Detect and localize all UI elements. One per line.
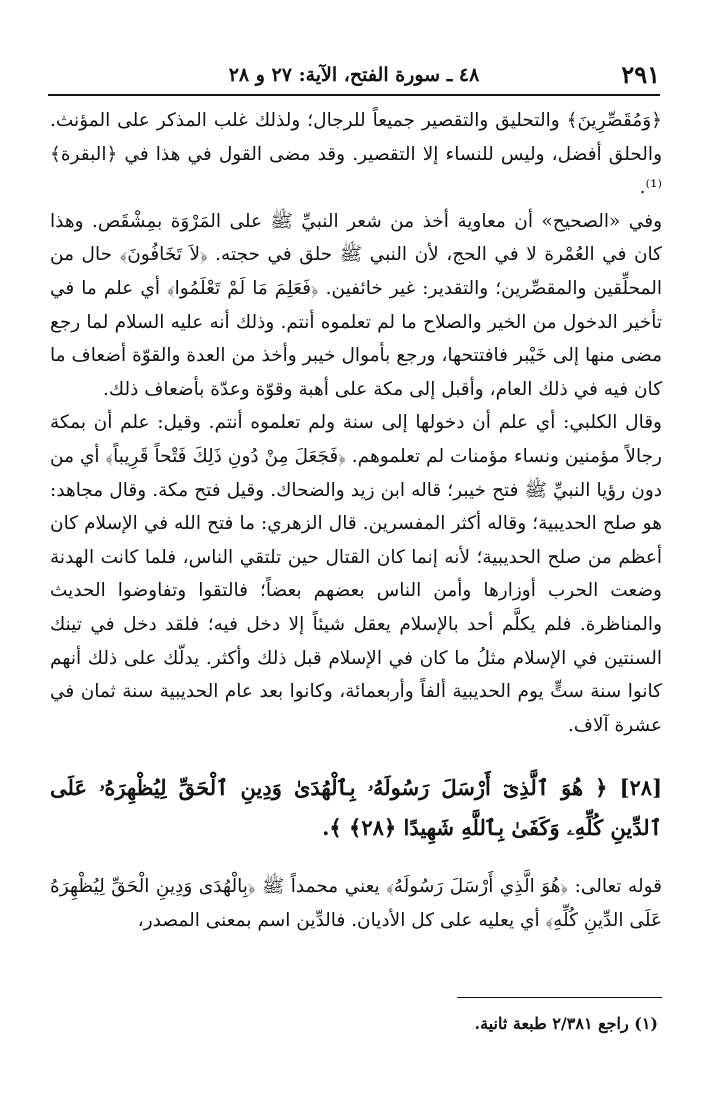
quran-verse-28: [٢٨] ﴿ هُوَ ٱلَّذِىٓ أَرْسَلَ رَسُولَهُۥ بِٱلْهُدَىٰ وَدِينِ ٱلْحَقِّ لِيُظْهِرَهُۥ عَلَى ٱلدِّينِ كُلِّهِۦ وَكَفَىٰ بِٱللَّهِ شَهِيدًا ﴿٢٨﴾ ﴾. [50, 775, 662, 841]
footnote-separator [457, 997, 662, 998]
page-number: ٢٩١ [621, 60, 660, 89]
commentary-paragraph: قوله تعالى: ﴿هُوَ الَّذِي أَرْسَلَ رَسُولَهُ﴾ يعني محمداً ﷺ ﴿بِالْهُدَى وَدِينِ الْحَقِّ لِيُظْهِرَهُ عَلَى الدِّينِ كُلِّهِ﴾ أي يعليه على كل الأديان. فالدِّين اسم بمعنى المصدر، [50, 876, 662, 931]
paragraph-3: وقال الكلبي: أي علم أن دخولها إلى سنة ولم تعلموه أنتم. وقيل: علم أن بمكة رجالاً مؤمنين ونساء مؤمنات لم تعلموهم. ﴿فَجَعَلَ مِنْ دُونِ ذَلِكَ فَتْحاً قَرِيباً﴾ أي من دون رؤيا النبيِّ ﷺ فتح خيبر؛ قاله ابن زيد والضحاك. وقيل فتح مكة. وقال مجاهد: هو صلح الحديبية؛ وقاله أكثر المفسرين. قال الزهري: ما فتح الله في الإسلام كان أعظم من صلح الحديبية؛ لأنه إنما كان القتال حين تلتقي الناس، فلما كانت الهدنة وضعت الحرب أوزارها وأمن الناس بعضهم بعضاً؛ فالتقوا وتفاوضوا الحديث والمناظرة. فلم يكلَّم أحد بالإسلام يعقل شيئاً إلا دخل فيه؛ فلقد دخل في تينك السنتين في الإسلام مثلُ ما كان في الإسلام قبل ذلك وأكثر. يدلّك على ذلك أنهم كانوا سنة ستٍّ يوم الحديبية ألفاً وأربعمائة، وكانوا بعد عام الحديبية سنة ثمان في عشرة آلاف. [50, 412, 662, 736]
page-header [48, 58, 660, 96]
footnote: (١) راجع ٢/٣٨١ طبعة ثانية. [474, 1014, 658, 1033]
page-body [50, 104, 662, 937]
paragraph-2: وفي «الصحيح» أن معاوية أخذ من شعر النبيِّ ﷺ على المَرْوَة بمِشْقَص. وهذا كان في العُمْرة لا في الحج، لأن النبي ﷺ حلق في حجته. ﴿لاَ تَخَافُونَ﴾ حال من المحلِّقين والمقصِّرين؛ والتقدير: غير خائفين. ﴿فَعَلِمَ مَا لَمْ تَعْلَمُوا﴾ أي علم ما في تأخير الدخول من الخير والصلاح ما لم تعلموه أنتم. وذلك أنه عليه السلام لما رجع مضى منها إلى خَيْبر فافتتحها، ورجع بأموال خيبر وأخذ من العدة والقوّة أضعاف ما كان فيه في ذلك العام، وأقبل إلى مكة على أهبة وقوّة وعدّة بأضعاف ذلك. [50, 210, 662, 400]
running-head: ٤٨ ـ سورة الفتح، الآية: ٢٧ و ٢٨ [228, 64, 480, 86]
paragraph-1: ﴿وَمُقَصِّرِينَ﴾ والتحليق والتقصير جميعاً للرجال؛ ولذلك غلب المذكر على المؤنث. والحلق أفضل، وليس للنساء إلا التقصير. وقد مضى القول في هذا في ﴿البقرة﴾⁽¹⁾. [50, 110, 662, 199]
